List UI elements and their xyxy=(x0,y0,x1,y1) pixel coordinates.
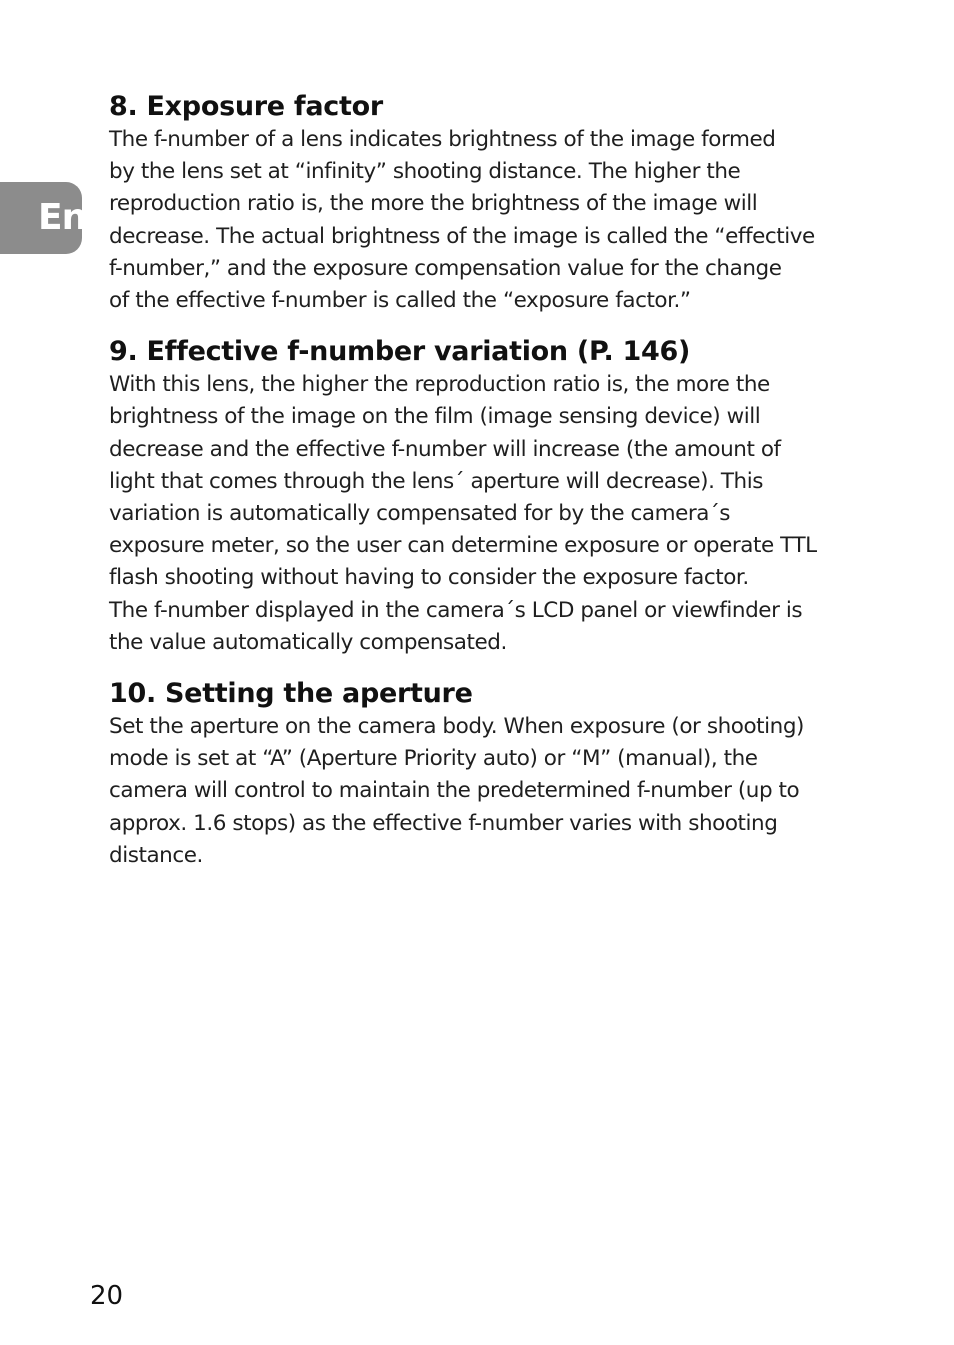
section-body: Set the aperture on the camera body. When exposure (or shooting) mode is set at “A” (Aperture Priority auto) or “M” (manual), the camera will control to maintain the predetermined f-number (up to approx. 1.6 stops) as the effective f-number varies with shooting distance. xyxy=(109,714,804,868)
section-heading: 9. Effective f-number variation (P. 146) xyxy=(109,336,691,368)
section-heading: 8. Exposure factor xyxy=(109,91,383,122)
section-effective-f-number-variation xyxy=(109,335,854,659)
page-number: 20 xyxy=(90,1281,124,1311)
section-body: The f-number of a lens indicates brightness of the image formed by the lens set at “infinity” shooting distance. The higher the reproduction ratio is, the more the brightness of the image will decrease. The actual brightness of the image is called the “effective f-number,” and the exposure compensation value for the change of the effective f-number is called the “exposure factor.” xyxy=(109,127,815,314)
section-setting-the-aperture xyxy=(109,677,854,872)
section-heading: 10. Setting the aperture xyxy=(109,678,473,710)
language-tab: En xyxy=(0,182,82,254)
section-body: With this lens, the higher the reproduction ratio is, the more the brightness of the image on the film (image sensing device) will decrease and the effective f-number will increase (the amount of light that comes through the lens´ aperture will decrease). This variation is automatically compensated for by the camera´s exposure meter, so the user can determine exposure or operate TTL flash shooting without having to consider the exposure factor. The f-number displayed in the camera´s LCD panel or viewfinder is the value automatically compensated. xyxy=(109,372,817,655)
section-exposure-factor xyxy=(109,90,854,317)
page-content xyxy=(109,90,854,872)
